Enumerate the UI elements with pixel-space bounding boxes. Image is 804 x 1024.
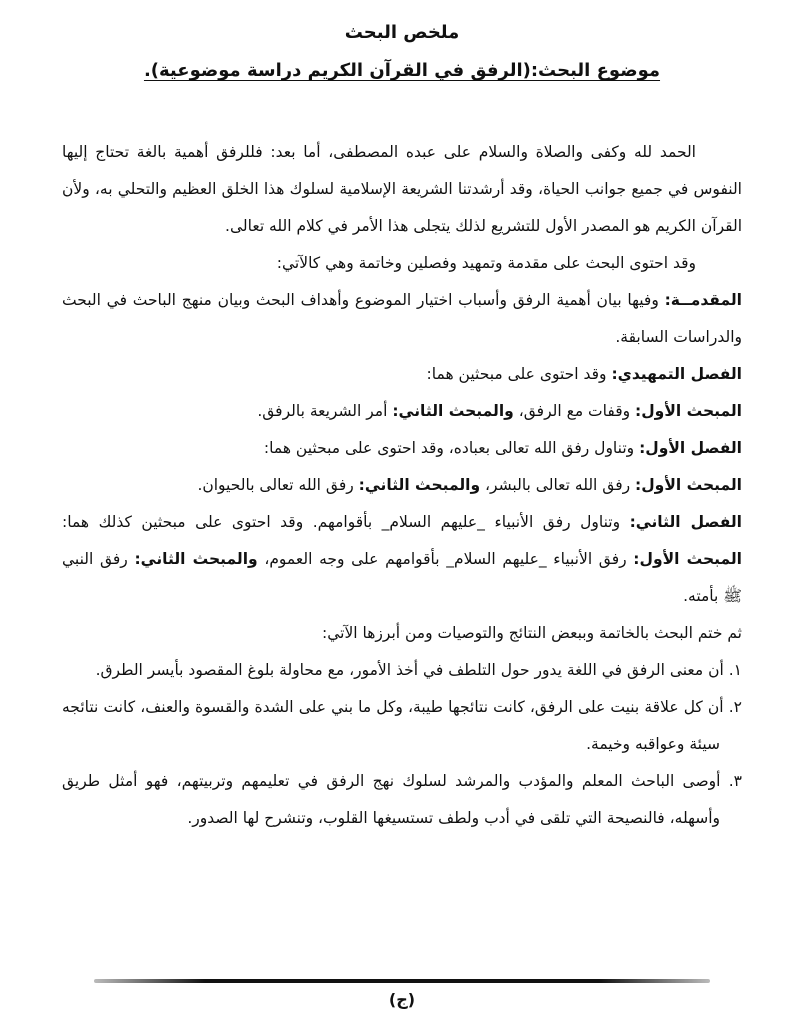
section-text: أمر الشريعة بالرفق. [257,402,393,420]
chapter-one [62,430,742,467]
section-label: الفصل الأول: [639,439,742,457]
section-text: وقفات مع الرفق، [513,402,636,420]
page-number: (ج) [388,990,416,1009]
section-text: رفق الله تعالى بالبشر، [480,476,636,494]
chapter-two [62,504,742,615]
section-text: وتناول رفق الله تعالى بعباده، وقد احتوى على مبحثين هما: [263,439,640,457]
section-text: رفق النبي ﷺ بأمته. [62,550,742,605]
section-label: والمبحث الثاني: [358,476,481,494]
finding-item: ١. أن معنى الرفق في اللغة يدور حول التلطف في أخذ الأمور، مع محاولة بلوغ المقصود بأيسر الطرق. [95,661,742,679]
section-label: والمبحث الثاني: [392,402,514,420]
section-text: وقد احتوى على مبحثين هما: [426,365,612,383]
section-label: الفصل الثاني: [629,513,742,531]
section-label: والمبحث الثاني: [134,550,258,568]
intro-paragraph: الحمد لله وكفى والصلاة والسلام على عبده المصطفى، أما بعد: فللرفق أهمية بالغة تحتاج إليها النفوس في جميع جوانب الحياة، وقد أرشدتنا الشريعة الإسلامية لسلوك هذا الخلق العظيم والتحلي به، ولأن القرآن الكريم هو المصدر الأول للتشريع لذلك يتجلى هذا الأمر في كلام الله تعالى. [62,143,742,235]
section-text: وفيها بيان أهمية الرفق وأسباب اختيار الموضوع وأهداف البحث وبيان منهج الباحث في البحث والدراسات السابقة. [62,291,742,346]
structure-paragraph: وقد احتوى البحث على مقدمة وتمهيد وفصلين وخاتمة وهي كالآتي: [276,254,696,272]
footer-divider [94,979,710,983]
finding-item: ٢. أن كل علاقة بنيت على الرفق، كانت نتائجها طيبة، وكل ما بني على الشدة والقسوة والعنف، كانت نتائجه سيئة وعواقبه وخيمة. [62,698,742,753]
section-label: المبحث الأول: [633,550,742,568]
section-text: رفق الأنبياء _عليهم السلام_ بأقوامهم على وجه العموم، [257,550,634,568]
chapter-one-sections [62,467,742,504]
preliminary-chapter [62,356,742,393]
conclusion-intro: ثم ختم البحث بالخاتمة وببعض النتائج والتوصيات ومن أبرزها الآتي: [321,624,742,642]
section-text: رفق الله تعالى بالحيوان. [197,476,359,494]
finding-item: ٣. أوصى الباحث المعلم والمؤدب والمرشد لسلوك نهج الرفق في تعليمهم وتربيتهم، فهو أمثل طريق وأسهله، فالنصيحة التي تلقى في أدب ولطف تستسيغها القلوب، وتنشرح لها الصدور. [62,772,742,827]
introduction-section [62,282,742,356]
research-subject: موضوع البحث:(الرفق في القرآن الكريم دراسة موضوعية). [143,60,661,81]
page-title: ملخص البحث [344,22,460,43]
preliminary-sections [62,393,742,430]
section-label: المبحث الأول: [635,402,742,420]
abstract-body [62,134,742,837]
section-label: المبحث الأول: [635,476,742,494]
section-label: المقدمــة: [664,291,742,309]
section-label: الفصل التمهيدي: [611,365,742,383]
section-text: وتناول رفق الأنبياء _عليهم السلام_ بأقوامهم. وقد احتوى على مبحثين كذلك هما: [62,513,630,531]
